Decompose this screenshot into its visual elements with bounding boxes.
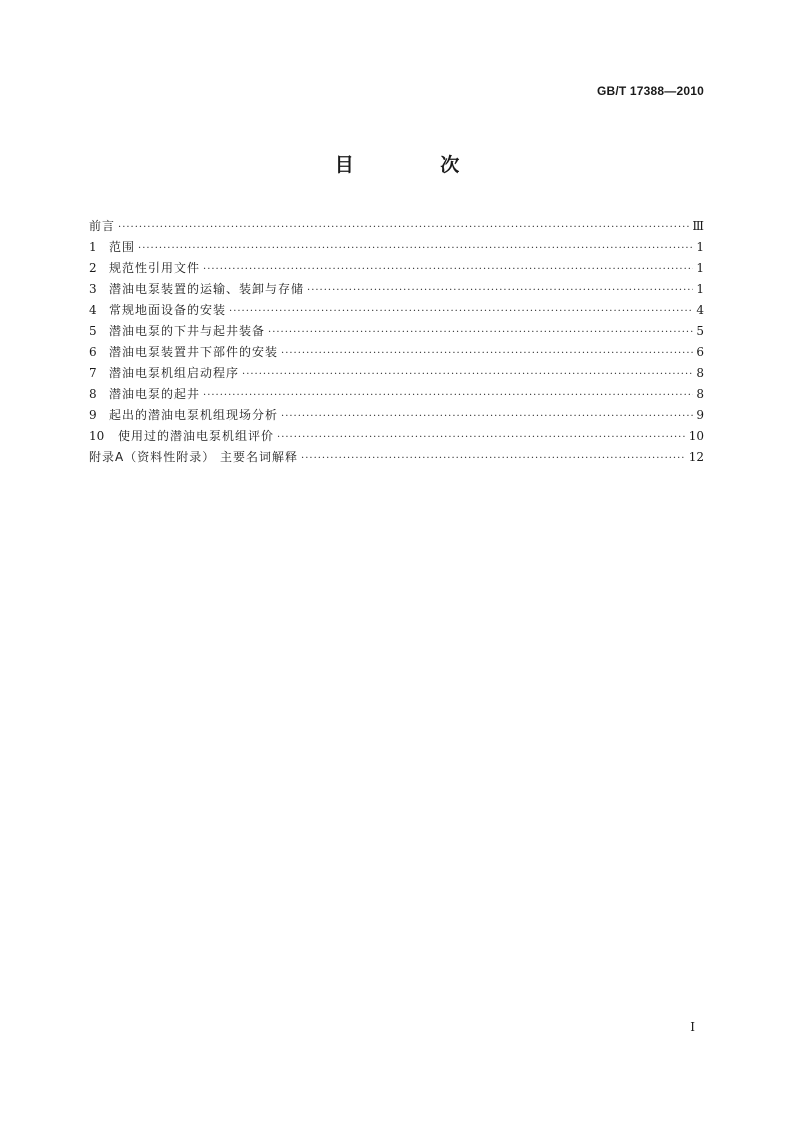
toc-section-number: 6 (89, 345, 97, 359)
toc-entry-text: 潜油电泵装置井下部件的安装 (109, 345, 279, 359)
standard-code: GB/T 17388—2010 (596, 84, 704, 98)
toc-page-number: 12 (688, 450, 704, 464)
toc-entry-text: 潜油电泵的下井与起井装备 (109, 324, 266, 338)
toc-entry-appendix-a[interactable] (89, 447, 704, 468)
toc-page-number: 10 (688, 429, 704, 443)
toc-entry-text: 前言 (89, 219, 116, 233)
toc-entry-4[interactable] (89, 300, 704, 321)
toc-page-number: 8 (696, 387, 704, 401)
toc-entry-foreword[interactable] (89, 216, 704, 237)
toc-page-number: 6 (696, 345, 704, 359)
page-title: 目 次 (334, 154, 500, 176)
toc-section-number: 5 (89, 324, 97, 338)
toc-leader-dots (281, 406, 693, 427)
toc-entry-2[interactable] (89, 258, 704, 279)
toc-section-number: 8 (89, 387, 97, 401)
toc-leader-dots (138, 238, 693, 259)
toc-page-number: Ⅲ (692, 219, 704, 233)
toc-entry-6[interactable] (89, 342, 704, 363)
toc-leader-dots (203, 385, 693, 406)
toc-page-number: 1 (696, 240, 704, 254)
toc-leader-dots (301, 448, 686, 469)
toc-section-number: 1 (89, 240, 97, 254)
toc-entry-5[interactable] (89, 321, 704, 342)
toc-leader-dots (203, 259, 693, 280)
toc-section-number: 9 (89, 408, 97, 422)
toc-entry-text: 潜油电泵装置的运输、装卸与存储 (109, 282, 305, 296)
toc-entry-text: 范围 (109, 240, 136, 254)
toc-entry-9[interactable] (89, 405, 704, 426)
toc-entry-8[interactable] (89, 384, 704, 405)
toc-leader-dots (277, 427, 686, 448)
toc-entry-text: 起出的潜油电泵机组现场分析 (109, 408, 279, 422)
toc-entry-3[interactable] (89, 279, 704, 300)
toc-section-number: 2 (89, 261, 97, 275)
toc-page-number: 1 (696, 261, 704, 275)
toc-entry-text: 潜油电泵机组启动程序 (109, 366, 240, 380)
toc-section-number: 7 (89, 366, 97, 380)
toc-entry-text: 使用过的潜油电泵机组评价 (118, 429, 275, 443)
toc-leader-dots (118, 217, 689, 238)
toc-page-number: 1 (696, 282, 704, 296)
toc-page-number: 9 (696, 408, 704, 422)
toc-entry-text: 规范性引用文件 (109, 261, 201, 275)
toc-entry-10[interactable] (89, 426, 704, 447)
toc-entry-7[interactable] (89, 363, 704, 384)
page-folio: I (690, 1020, 695, 1034)
toc-page-number: 8 (696, 366, 704, 380)
toc-page-number: 5 (696, 324, 704, 338)
toc-leader-dots (242, 364, 693, 385)
toc-leader-dots (307, 280, 693, 301)
toc-entry-text: 常规地面设备的安装 (109, 303, 227, 317)
table-of-contents (89, 216, 704, 468)
toc-entry-text: 潜油电泵的起井 (109, 387, 201, 401)
toc-leader-dots (281, 343, 693, 364)
toc-entry-1[interactable] (89, 237, 704, 258)
toc-section-number: 4 (89, 303, 97, 317)
toc-entry-text: 附录A（资料性附录） 主要名词解释 (89, 450, 299, 464)
toc-section-number: 10 (89, 429, 105, 443)
toc-leader-dots (229, 301, 693, 322)
toc-page-number: 4 (696, 303, 704, 317)
toc-section-number: 3 (89, 282, 97, 296)
toc-leader-dots (268, 322, 693, 343)
